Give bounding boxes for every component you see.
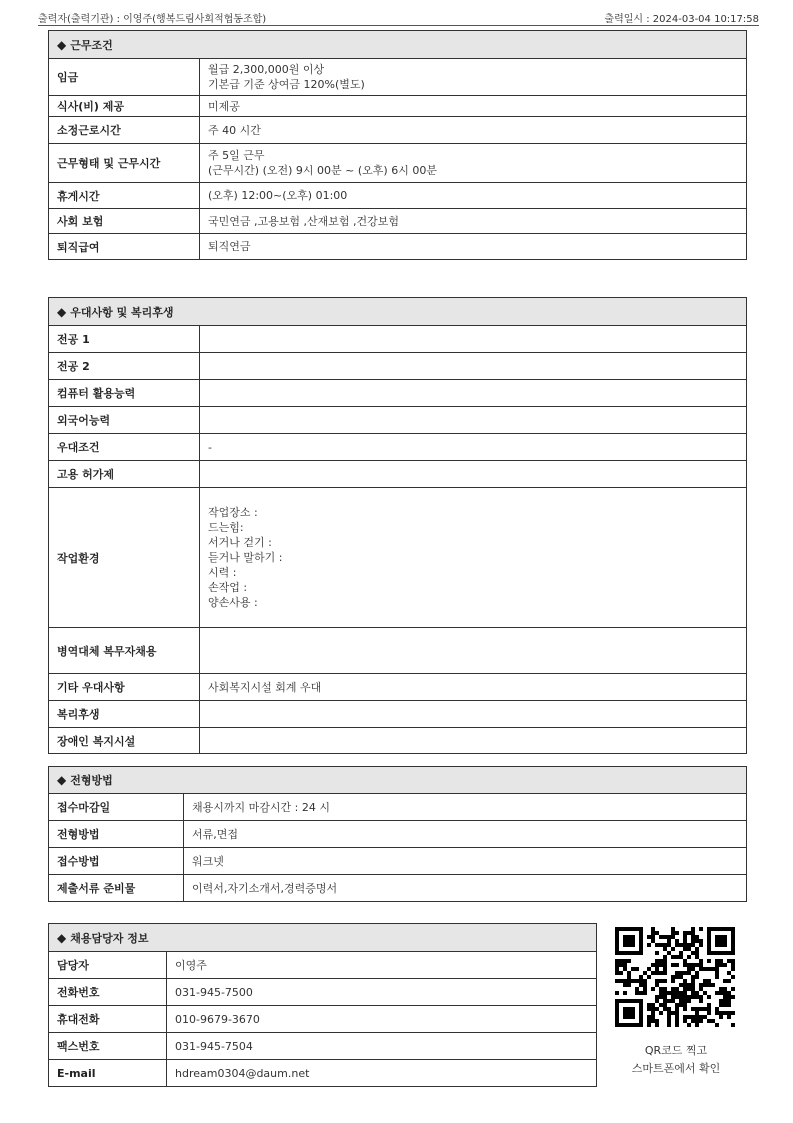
row-label: 팩스번호 — [49, 1033, 167, 1060]
value-line: (오후) 12:00~(오후) 01:00 — [208, 189, 348, 202]
section-header — [49, 924, 597, 952]
table-row — [49, 674, 747, 701]
section-title: 근무조건 — [70, 38, 113, 52]
row-value — [167, 1033, 597, 1060]
row-label: 컴퓨터 활용능력 — [49, 380, 200, 407]
value-line: 031-945-7504 — [175, 1039, 253, 1053]
value-line: 서류,면접 — [192, 827, 239, 841]
row-label: 근무형태 및 근무시간 — [49, 144, 200, 183]
table-row — [49, 848, 747, 875]
table-row — [49, 209, 747, 234]
selection-table — [48, 766, 747, 902]
row-label: 퇴직급여 — [49, 234, 200, 260]
qr-caption — [600, 1042, 752, 1078]
row-value — [200, 326, 747, 353]
value-line: 시력 : — [208, 566, 237, 579]
value-line: (근무시간) (오전) 9시 00분 ~ (오후) 6시 00분 — [208, 164, 437, 177]
row-label: 휴대전화 — [49, 1006, 167, 1033]
table-row — [49, 461, 747, 488]
table-row — [49, 96, 747, 117]
table-row — [49, 875, 747, 902]
table-row — [49, 488, 747, 628]
table-row — [49, 407, 747, 434]
table-row — [49, 434, 747, 461]
table-row — [49, 794, 747, 821]
row-value — [167, 1060, 597, 1087]
row-value — [200, 353, 747, 380]
row-value — [200, 59, 747, 96]
row-value — [200, 461, 747, 488]
row-value — [200, 96, 747, 117]
diamond-bullet-icon: ◆ — [57, 304, 67, 319]
table-row — [49, 628, 747, 674]
row-value — [200, 234, 747, 260]
row-label: E-mail — [49, 1060, 167, 1087]
table-row — [49, 380, 747, 407]
value-line: 퇴직연금 — [208, 240, 251, 253]
row-label: 고용 허가제 — [49, 461, 200, 488]
qr-code — [615, 927, 735, 1027]
row-label: 기타 우대사항 — [49, 674, 200, 701]
table-row — [49, 234, 747, 260]
value-line: 손작업 : — [208, 581, 248, 594]
value-line: hdream0304@daum.net — [175, 1066, 310, 1080]
value-line: 주 40 시간 — [208, 123, 261, 137]
row-value — [167, 979, 597, 1006]
row-value — [200, 628, 747, 674]
preferences-table — [48, 297, 747, 754]
print-header — [38, 8, 759, 26]
row-value — [200, 144, 747, 183]
print-time: 출력일시 : 2024-03-04 10:17:58 — [604, 14, 759, 25]
value-line: 010-9679-3670 — [175, 1012, 260, 1026]
row-label: 제출서류 준비물 — [49, 875, 184, 902]
table-row — [49, 952, 597, 979]
section-header — [49, 298, 747, 326]
table-row — [49, 979, 597, 1006]
row-value — [200, 434, 747, 461]
table-row — [49, 326, 747, 353]
table-row — [49, 117, 747, 144]
row-label: 전공 2 — [49, 353, 200, 380]
row-label: 전화번호 — [49, 979, 167, 1006]
table-row — [49, 183, 747, 209]
row-label: 소정근로시간 — [49, 117, 200, 144]
row-label: 우대조건 — [49, 434, 200, 461]
row-value — [200, 209, 747, 234]
contact-table — [48, 923, 597, 1087]
qr-caption-line2: 스마트폰에서 확인 — [631, 1062, 721, 1075]
row-label: 담당자 — [49, 952, 167, 979]
row-label: 전공 1 — [49, 326, 200, 353]
qr-caption-line1: QR코드 찍고 — [644, 1044, 708, 1057]
row-value — [200, 488, 747, 628]
table-row — [49, 701, 747, 728]
row-label: 장애인 복지시설 — [49, 728, 200, 754]
value-line: 드는힘: — [208, 521, 244, 534]
table-row — [49, 1033, 597, 1060]
value-line: 채용시까지 마감시간 : 24 시 — [192, 800, 330, 814]
row-value — [167, 952, 597, 979]
row-label: 병역대체 복무자채용 — [49, 628, 200, 674]
value-line: 미제공 — [208, 99, 240, 113]
value-line: 이력서,자기소개서,경력증명서 — [192, 881, 338, 895]
diamond-bullet-icon: ◆ — [57, 37, 67, 52]
value-line: 이영주 — [175, 958, 207, 972]
row-label: 복리후생 — [49, 701, 200, 728]
table-row — [49, 59, 747, 96]
row-label: 휴게시간 — [49, 183, 200, 209]
row-value — [200, 674, 747, 701]
row-value — [200, 407, 747, 434]
printer-info: 출력자(출력기관) : 이영주(행복드림사회적협동조합) — [38, 14, 267, 25]
row-value — [200, 183, 747, 209]
section-title: 우대사항 및 복리후생 — [70, 305, 174, 319]
table-row — [49, 728, 747, 754]
table-row — [49, 821, 747, 848]
table-row — [49, 353, 747, 380]
row-value — [200, 117, 747, 144]
value-line: 기본급 기준 상여금 120%(별도) — [208, 78, 365, 91]
row-label: 작업환경 — [49, 488, 200, 628]
value-line: 031-945-7500 — [175, 985, 253, 999]
row-label: 접수방법 — [49, 848, 184, 875]
section-title: 전형방법 — [70, 774, 113, 787]
row-value — [200, 701, 747, 728]
work-conditions-table — [48, 30, 747, 260]
value-line: 워크넷 — [192, 854, 224, 868]
value-line: 양손사용 : — [208, 596, 258, 609]
row-label: 접수마감일 — [49, 794, 184, 821]
row-label: 외국어능력 — [49, 407, 200, 434]
section-header — [49, 767, 747, 794]
diamond-bullet-icon: ◆ — [57, 930, 67, 945]
table-row — [49, 1006, 597, 1033]
row-value — [200, 380, 747, 407]
value-line: 듣거나 말하기 : — [208, 551, 283, 564]
value-line: 작업장소 : — [208, 506, 258, 519]
row-value — [200, 728, 747, 754]
row-label: 사회 보험 — [49, 209, 200, 234]
table-row — [49, 144, 747, 183]
row-label: 식사(비) 제공 — [49, 96, 200, 117]
value-line: 국민연금 ,고용보험 ,산재보험 ,건강보험 — [208, 214, 399, 228]
value-line: 사회복지시설 회계 우대 — [208, 680, 322, 694]
row-value — [184, 821, 747, 848]
row-value — [167, 1006, 597, 1033]
row-value — [184, 875, 747, 902]
row-value — [184, 848, 747, 875]
value-line: 서거나 걷기 : — [208, 536, 272, 549]
diamond-bullet-icon: ◆ — [57, 773, 67, 787]
section-header — [49, 31, 747, 59]
section-title: 채용담당자 정보 — [70, 931, 149, 945]
table-row — [49, 1060, 597, 1087]
row-label: 전형방법 — [49, 821, 184, 848]
row-label: 임금 — [49, 59, 200, 96]
value-line: 주 5일 근무 — [208, 149, 265, 162]
value-line: - — [208, 440, 212, 454]
value-line: 월급 2,300,000원 이상 — [208, 63, 325, 76]
row-value — [184, 794, 747, 821]
